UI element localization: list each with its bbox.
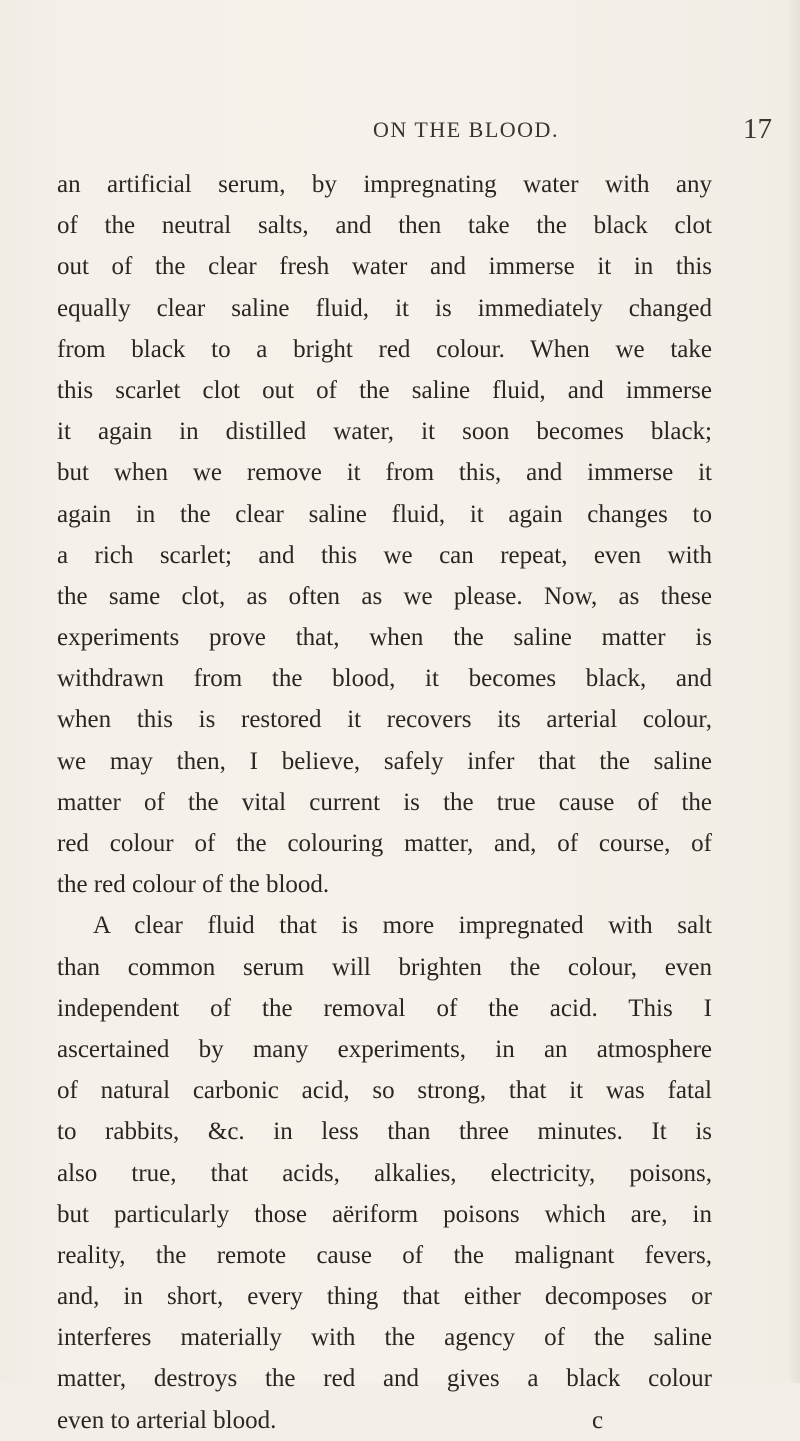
text-line-11: the same clot, as often as we please. Now, as these xyxy=(57,582,712,610)
text-line-25: also true, that acids, alkalies, electricity, poisons, xyxy=(57,1159,712,1187)
text-line-20: than common serum will brighten the colour, even xyxy=(57,953,712,981)
text-line-7: it again in distilled water, it soon becomes black; xyxy=(57,418,712,446)
text-line-8: but when we remove it from this, and immerse it xyxy=(57,459,712,487)
text-line-15: we may then, I believe, safely infer that the saline xyxy=(57,747,712,775)
final-line-row xyxy=(57,1400,712,1441)
text-line-30: matter, destroys the red and gives a black colour xyxy=(57,1365,712,1393)
text-line-4: equally clear saline fluid, it is immediately changed xyxy=(57,294,712,322)
text-line-17: red colour of the colouring matter, and, of course, of xyxy=(57,830,712,857)
text-line-21: independent of the removal of the acid. This I xyxy=(57,994,712,1022)
running-head xyxy=(160,113,772,147)
text-line-1: an artificial serum, by impregnating water with any xyxy=(57,171,712,198)
text-line-26: but particularly those aëriform poisons which are, in xyxy=(57,1200,712,1228)
text-line-23: of natural carbonic acid, so strong, that it was fatal xyxy=(57,1077,712,1105)
text-line-13: withdrawn from the blood, it becomes black, and xyxy=(57,665,712,693)
text-line-31: even to arterial blood. xyxy=(57,1406,277,1434)
text-line-12: experiments prove that, when the saline matter is xyxy=(57,624,712,652)
text-line-3: out of the clear fresh water and immerse it in this xyxy=(57,253,712,281)
text-line-14: when this is restored it recovers its arterial colour, xyxy=(57,706,712,734)
text-line-28: and, in short, every thing that either decomposes or xyxy=(57,1283,712,1311)
text-line-22: ascertained by many experiments, in an atmosphere xyxy=(57,1035,712,1063)
text-line-9: again in the clear saline fluid, it again changes to xyxy=(57,500,712,528)
body-text xyxy=(57,164,712,1441)
text-line-5: from black to a bright red colour. When we take xyxy=(57,335,712,363)
text-line-2: of the neutral salts, and then take the black clot xyxy=(57,212,712,240)
text-line-6: this scarlet clot out of the saline fluid, and immerse xyxy=(57,376,712,404)
page-number: 17 xyxy=(743,113,772,145)
text-line-18: the red colour of the blood. xyxy=(57,871,330,899)
signature-mark: c xyxy=(592,1406,604,1434)
text-line-16: matter of the vital current is the true cause of the xyxy=(57,788,712,816)
text-line-24: to rabbits, &c. in less than three minutes. It is xyxy=(57,1118,712,1146)
text-line-27: reality, the remote cause of the malignant fevers, xyxy=(57,1241,712,1269)
running-title: ON THE BLOOD. xyxy=(373,117,559,142)
page-edge-shadow xyxy=(786,0,800,1383)
text-line-29: interferes materially with the agency of the saline xyxy=(57,1324,712,1352)
text-line-19: A clear fluid that is more impregnated with salt xyxy=(93,912,712,940)
text-line-10: a rich scarlet; and this we can repeat, even with xyxy=(57,541,712,569)
